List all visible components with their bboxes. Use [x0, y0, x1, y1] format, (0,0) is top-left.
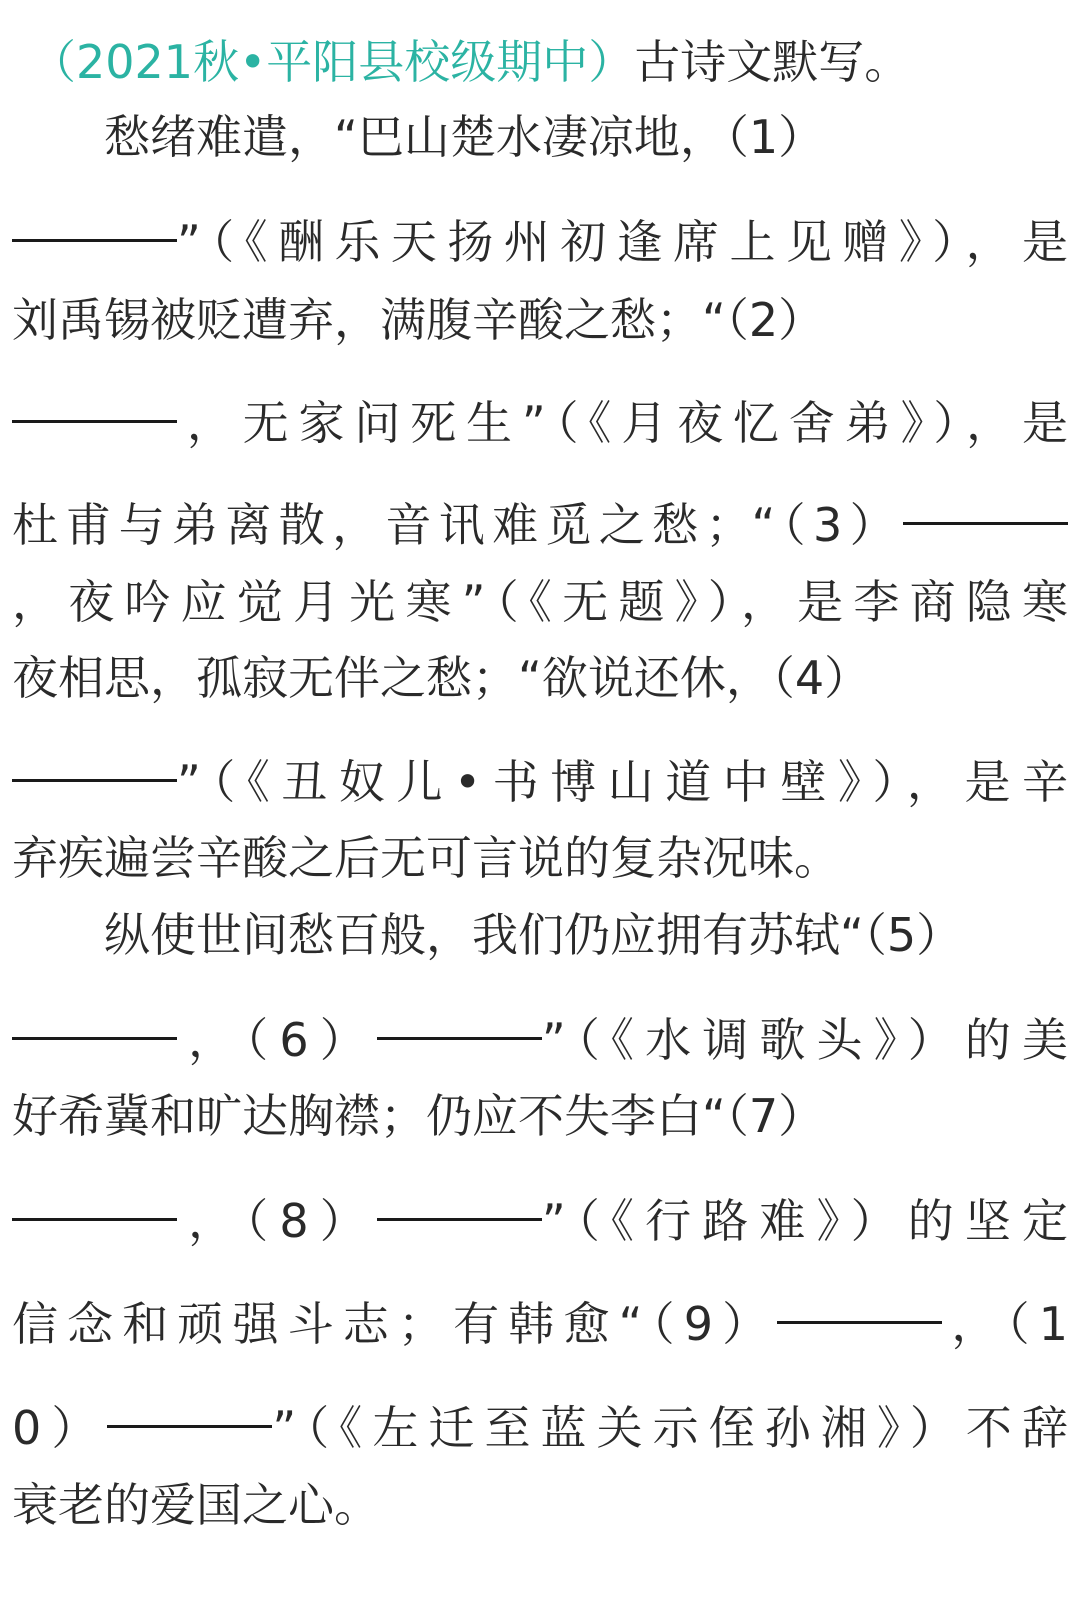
- text-line-7: 夜相思，孤寂无伴之愁；“欲说还休，（4）: [12, 651, 871, 705]
- text-line-10: 纵使世间愁百般，我们仍应拥有苏轼“（5）: [104, 908, 963, 962]
- text-line-8: ”（《丑奴儿•书博山道中壁》），是辛: [12, 752, 1068, 812]
- text-line-9: 弃疾遍尝辛酸之后无可言说的复杂况味。: [12, 831, 840, 885]
- answer-blank-7[interactable]: [12, 1217, 177, 1221]
- answer-blank-9[interactable]: [777, 1320, 942, 1324]
- text-line-14: 信念和顽强斗志；有韩愈“（9） ，（1: [12, 1297, 1068, 1351]
- text-line-4: ，无家问死生”（《月夜忆舍弟》），是: [12, 393, 1068, 453]
- question-header: [30, 32, 1068, 92]
- answer-blank-2[interactable]: [12, 419, 177, 423]
- text-line-1: 愁绪难遣，“巴山楚水凄凉地，（1）: [104, 110, 825, 164]
- text-line-12: 好希冀和旷达胸襟；仍应不失李白“（7）: [12, 1089, 825, 1143]
- answer-blank-6[interactable]: [377, 1036, 542, 1040]
- text-line-15: 0） ”（《左迁至蓝关示侄孙湘》）不辞: [12, 1401, 1068, 1455]
- text-line-6: ，夜吟应觉月光寒”（《无题》），是李商隐寒: [12, 575, 1068, 629]
- text-line-3: 刘禹锡被贬遭弃，满腹辛酸之愁；“（2）: [12, 293, 825, 347]
- text-line-11: ，（6） ”（《水调歌头》）的美: [12, 1010, 1068, 1070]
- answer-blank-10[interactable]: [107, 1424, 272, 1428]
- answer-blank-8[interactable]: [377, 1217, 542, 1221]
- instruction: 古诗文默写。: [634, 35, 911, 89]
- answer-blank-3[interactable]: [903, 521, 1068, 525]
- text-line-13: ，（8） ”（《行路难》）的坚定: [12, 1191, 1068, 1251]
- answer-blank-4[interactable]: [12, 778, 177, 782]
- text-line-16: 衰老的爱国之心。: [12, 1478, 380, 1532]
- text-line-5: 杜甫与弟离散，音讯难觅之愁；“（3）: [12, 495, 1068, 555]
- answer-blank-5[interactable]: [12, 1036, 177, 1040]
- answer-blank-1[interactable]: [12, 238, 177, 242]
- text-line-2: ”（《酬乐天扬州初逢席上见赠》），是: [12, 212, 1068, 272]
- source-tag: （2021秋•平阳县校级期中）: [30, 35, 635, 89]
